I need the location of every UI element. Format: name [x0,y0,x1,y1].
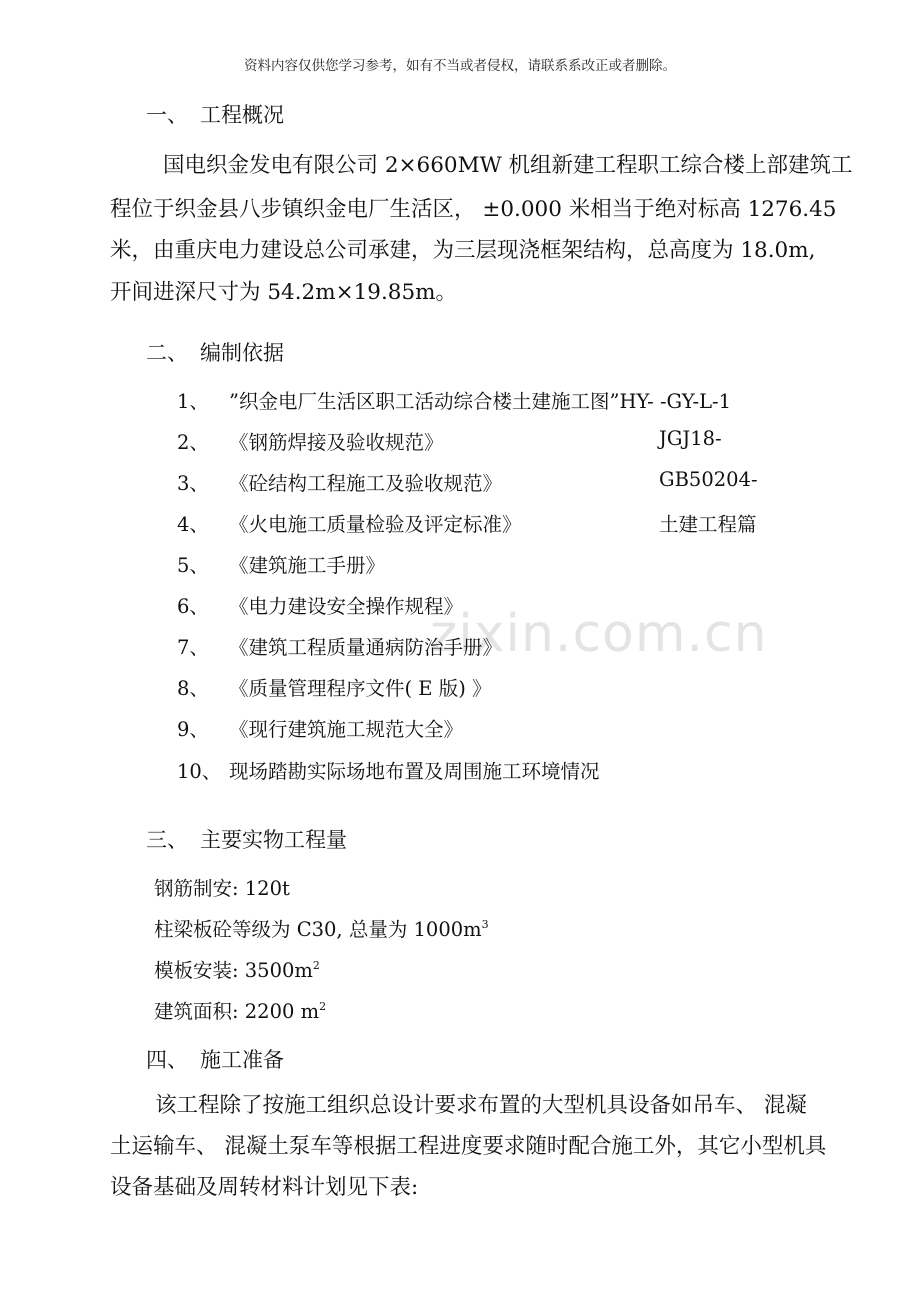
reference-item-number: 5、 [177,554,209,577]
section-4-line-2: 土运输车、 混凝土泵车等根据工程进度要求随时配合施工外，其它小型机具 [110,1134,827,1159]
quantity-item-2 [154,914,489,942]
watermark: zixin.com.cn [430,604,768,664]
quantity-item-3 [154,955,320,983]
reference-item-text: 《建筑工程质量通病防治手册》 [229,636,503,659]
section-2-title: 编制依据 [200,341,284,365]
reference-item-text: 《钢筋焊接及验收规范》 [229,431,444,454]
reference-item-2 [177,427,837,455]
reference-item-code: 土建工程篇 [659,513,757,536]
reference-item-code: JGJ18- [659,427,722,450]
quantity-exponent: 2 [312,959,320,972]
reference-item-text: 《建筑施工手册》 [229,554,386,577]
reference-item-9 [177,714,463,742]
reference-item-number: 9、 [177,718,209,741]
reference-item-number: 2、 [177,431,209,454]
section-3-number: 三、 [146,828,188,852]
section-2-heading [146,337,284,367]
reference-item-number: 1、 [177,390,209,413]
quantity-item-4 [154,996,326,1024]
reference-item-4 [177,509,837,537]
section-4-heading [146,1044,284,1074]
reference-item-1 [177,386,837,414]
reference-item-text: 《质量管理程序文件( E 版) 》 [229,677,492,700]
reference-item-code: GB50204- [659,468,758,491]
reference-item-6 [177,591,463,619]
reference-item-text: 《砼结构工程施工及验收规范》 [229,472,503,495]
reference-item-7 [177,632,502,660]
section-4-line-1: 该工程除了按施工组织总设计要求布置的大型机具设备如吊车、 混凝 [155,1093,807,1118]
reference-item-3 [177,468,837,496]
section-1-line-1: 国电织金发电有限公司 2×660MW 机组新建工程职工综合楼上部建筑工 [163,153,853,178]
section-1-number: 一、 [146,103,188,127]
reference-item-text: 《现行建筑施工规范大全》 [229,718,464,741]
quantity-text: 建筑面积: 2200 m [154,1000,320,1023]
header-note: 资料内容仅供您学习参考，如有不当或者侵权，请联系系改正或者删除。 [244,58,676,74]
section-3-heading [146,824,347,854]
section-4-line-3: 设备基础及周转材料计划见下表: [110,1175,419,1200]
reference-item-text: 现场踏勘实际场地布置及周围施工环境情况 [229,760,600,783]
section-1-title: 工程概况 [200,103,284,127]
reference-item-number: 6、 [177,595,209,618]
reference-item-5 [177,550,385,578]
quantity-item-1 [154,873,290,901]
section-4-title: 施工准备 [200,1048,284,1072]
reference-item-number: 8、 [177,677,209,700]
section-1-line-3: 米，由重庆电力建设总公司承建，为三层现浇框架结构，总高度为 18.0m, [110,238,816,263]
section-3-title: 主要实物工程量 [200,828,347,852]
quantity-exponent: 2 [319,1000,327,1013]
reference-item-text: ”织金电厂生活区职工活动综合楼土建施工图”HY- -GY-L-1 [229,390,732,413]
quantity-text: 柱梁板砼等级为 C30, 总量为 1000m [154,918,482,941]
section-1-line-2: 程位于织金县八步镇织金电厂生活区， ±0.000 米相当于绝对标高 1276.45 [110,197,837,222]
section-4-number: 四、 [146,1048,188,1072]
section-1-heading [146,99,284,129]
quantity-text: 模板安装: 3500m [154,959,313,982]
reference-item-number: 7、 [177,636,209,659]
reference-item-text: 《电力建设安全操作规程》 [229,595,464,618]
reference-item-number: 10、 [177,760,222,783]
section-2-number: 二、 [146,341,188,365]
reference-item-number: 3、 [177,472,209,495]
quantity-text: 钢筋制安: 120t [154,877,290,900]
quantity-exponent: 3 [481,918,489,931]
reference-item-10 [177,756,600,784]
section-1-line-4: 开间进深尺寸为 54.2m×19.85m。 [110,280,458,305]
reference-item-text: 《火电施工质量检验及评定标准》 [229,513,522,536]
reference-item-number: 4、 [177,513,209,536]
reference-item-8 [177,673,492,701]
